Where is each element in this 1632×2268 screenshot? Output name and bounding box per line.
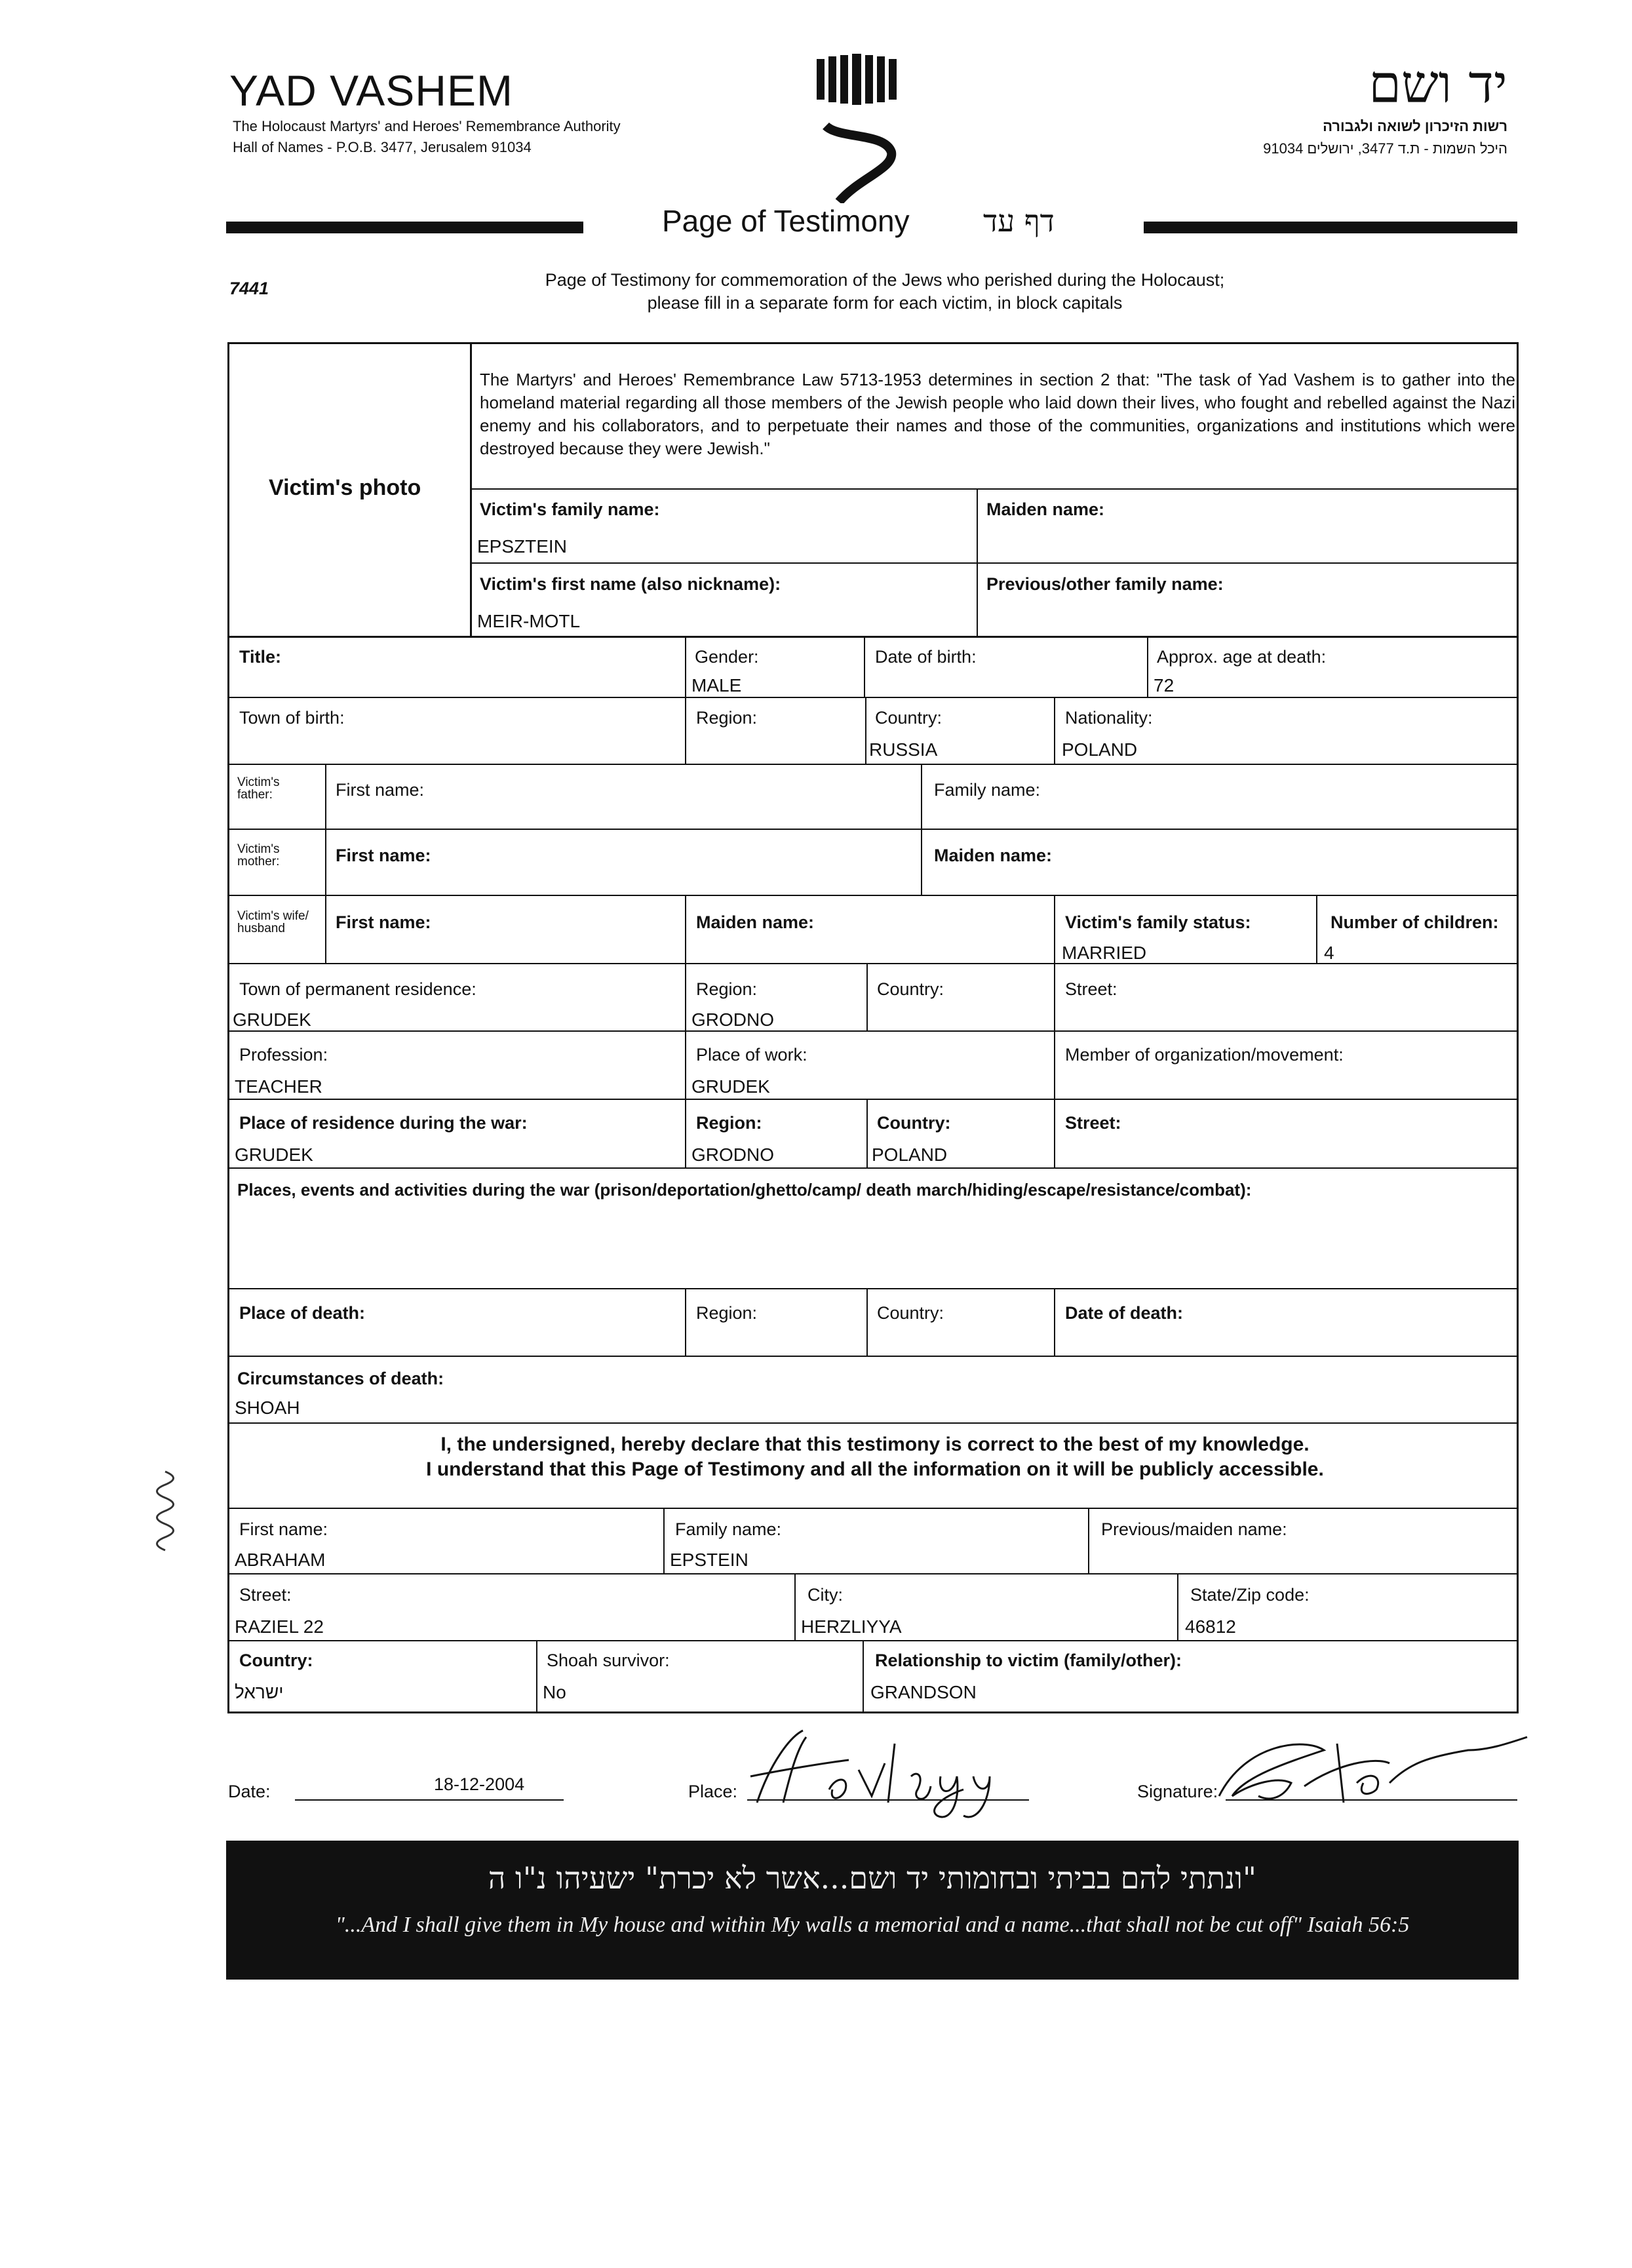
org-name-hebrew: יד ושם [1369,54,1507,115]
law-text: The Martyrs' and Heroes' Remembrance Law 5713-1953 determines in section 2 that: "The task of Yad Vashem is to gather into the homeland material regarding all those members of the Jewish people who laid down their lives, who fought and rebelled against the Nazi enemy and his collaborators, and to perpetuate their names and those of the communities, organizations and institutions which were destroyed because they were Jewish." [480,370,1515,458]
margin-handwritten-number [146,1514,224,1554]
title-rule-right [1144,222,1517,233]
page-title-hebrew: דף עד [983,203,1055,239]
submitter-street-label: Street: [239,1585,292,1605]
residence-country-label: Country: [877,979,944,999]
father-row-label: Victim's father: [237,775,280,802]
submitter-previous-label: Previous/maiden name: [1101,1519,1287,1539]
nationality-label: Nationality: [1065,708,1153,728]
circumstances-label: Circumstances of death: [237,1369,444,1388]
workplace-label: Place of work: [696,1045,807,1065]
death-place-label: Place of death: [239,1303,366,1323]
spouse-first-label: First name: [336,912,431,932]
date-line [295,1799,564,1801]
place-handwritten-icon [744,1724,1019,1842]
footer-quote-english: "...And I shall give them in My house and within My walls a memorial and a name...that shall not be cut off" Isaiah 56:5 [335,1913,1410,1937]
org-subtitle: The Holocaust Martyrs' and Heroes' Remembrance Authority [233,118,621,134]
mother-first-label: First name: [336,846,431,865]
mother-maiden-label: Maiden name: [934,846,1053,865]
submitter-street-value: RAZIEL 22 [235,1616,324,1637]
gender-value: MALE [691,675,742,695]
residence-street-label: Street: [1065,979,1117,999]
war-region-label: Region: [696,1113,762,1133]
family-status-value: MARRIED [1062,943,1147,963]
submitter-country-label: Country: [239,1651,313,1670]
date-value: 18-12-2004 [434,1774,525,1794]
page-title: Page of Testimony [662,204,910,238]
title-rule-left [226,222,583,233]
children-value: 4 [1324,943,1334,963]
death-date-label: Date of death: [1065,1303,1184,1323]
submitter-city-label: City: [807,1585,843,1605]
spouse-maiden-label: Maiden name: [696,912,815,932]
declaration: I, the undersigned, hereby declare that this testimony is correct to the best of my knowledge. I understand that this Page of Testimony and all the information on it will be publicly accessible. [426,1434,1324,1480]
age-label: Approx. age at death: [1157,647,1327,667]
org-name: YAD VASHEM [229,66,513,115]
margin-number-scribble-icon [146,1449,185,1554]
family-name-label: Victim's family name: [480,499,660,519]
title-label: Title: [239,647,282,667]
org-address: Hall of Names - P.O.B. 3477, Jerusalem 91034 [233,139,532,155]
relation-label: Relationship to victim (family/other): [875,1651,1182,1670]
residence-town-label: Town of permanent residence: [239,979,476,999]
submitter-first-value: ABRAHAM [235,1550,326,1570]
town-of-birth-label: Town of birth: [239,708,345,728]
war-country-value: POLAND [872,1144,948,1165]
footer-quote-hebrew: "ונתתי להם בביתי ובחומותי יד ושם...אשר לא יכרת" ישעיהו נ"ו ה [488,1860,1257,1896]
circumstances-value: SHOAH [235,1398,300,1418]
residence-town-value: GRUDEK [233,1009,311,1030]
death-region-label: Region: [696,1303,758,1323]
mother-row-label: Victim's mother: [237,842,280,869]
submitter-zip-label: State/Zip code: [1190,1585,1310,1605]
submitter-first-label: First name: [239,1519,328,1539]
victim-photo-label: Victim's photo [269,475,421,500]
submitter-family-label: Family name: [675,1519,782,1539]
nationality-value: POLAND [1062,739,1138,760]
profession-label: Profession: [239,1045,328,1065]
previous-name-label: Previous/other family name: [986,574,1224,594]
age-value: 72 [1154,675,1175,695]
maiden-name-label: Maiden name: [986,499,1105,519]
war-events-label: Places, events and activities during the war (prison/deportation/ghetto/camp/ death march/hiding/escape/resistance/combat): [237,1180,1252,1200]
residence-region-label: Region: [696,979,758,999]
workplace-value: GRUDEK [691,1076,770,1097]
yad-vashem-logo-icon [813,54,904,203]
father-family-label: Family name: [934,780,1041,800]
war-street-label: Street: [1065,1113,1121,1133]
submitter-country-value: ישראל [235,1682,284,1702]
survivor-value: No [543,1682,566,1702]
first-name-value: MEIR-MOTL [477,611,581,631]
date-label: Date: [228,1782,271,1801]
org-subtitle-hebrew: רשות הזיכרון לשואה ולגבורה [1323,118,1507,134]
survivor-label: Shoah survivor: [547,1651,670,1670]
profession-value: TEACHER [235,1076,322,1097]
death-country-label: Country: [877,1303,944,1323]
member-org-label: Member of organization/movement: [1065,1045,1344,1065]
war-residence-value: GRUDEK [235,1144,313,1165]
war-region-value: GRODNO [691,1144,774,1165]
children-label: Number of children: [1331,912,1499,932]
region-label: Region: [696,708,758,728]
org-address-hebrew: היכל השמות - ת.ד 3477, ירושלים 91034 [1263,140,1507,157]
country-label: Country: [875,708,942,728]
intro-text: Page of Testimony for commemoration of the Jews who perished during the Holocaust; please fill in a separate form for each victim, in block capitals [545,270,1225,313]
spouse-row-label: Victim's wife/ husband [237,909,309,935]
war-residence-label: Place of residence during the war: [239,1113,528,1133]
signature-icon [1206,1724,1547,1816]
signature-label: Signature: [1137,1782,1218,1801]
relation-value: GRANDSON [870,1682,977,1702]
family-name-value: EPSZTEIN [477,536,567,557]
submitter-family-value: EPSTEIN [670,1550,748,1570]
place-label: Place: [688,1782,738,1801]
first-name-label: Victim's first name (also nickname): [480,574,781,594]
dob-label: Date of birth: [875,647,977,667]
submitter-city-value: HERZLIYYA [801,1616,902,1637]
war-country-label: Country: [877,1113,951,1133]
submitter-zip-value: 46812 [1185,1616,1236,1637]
footer-quote-banner [226,1841,1519,1980]
form-number: 7441 [229,279,269,298]
gender-label: Gender: [695,647,759,667]
father-first-label: First name: [336,780,425,800]
family-status-label: Victim's family status: [1065,912,1251,932]
country-value: RUSSIA [869,739,938,760]
residence-region-value: GRODNO [691,1009,774,1030]
